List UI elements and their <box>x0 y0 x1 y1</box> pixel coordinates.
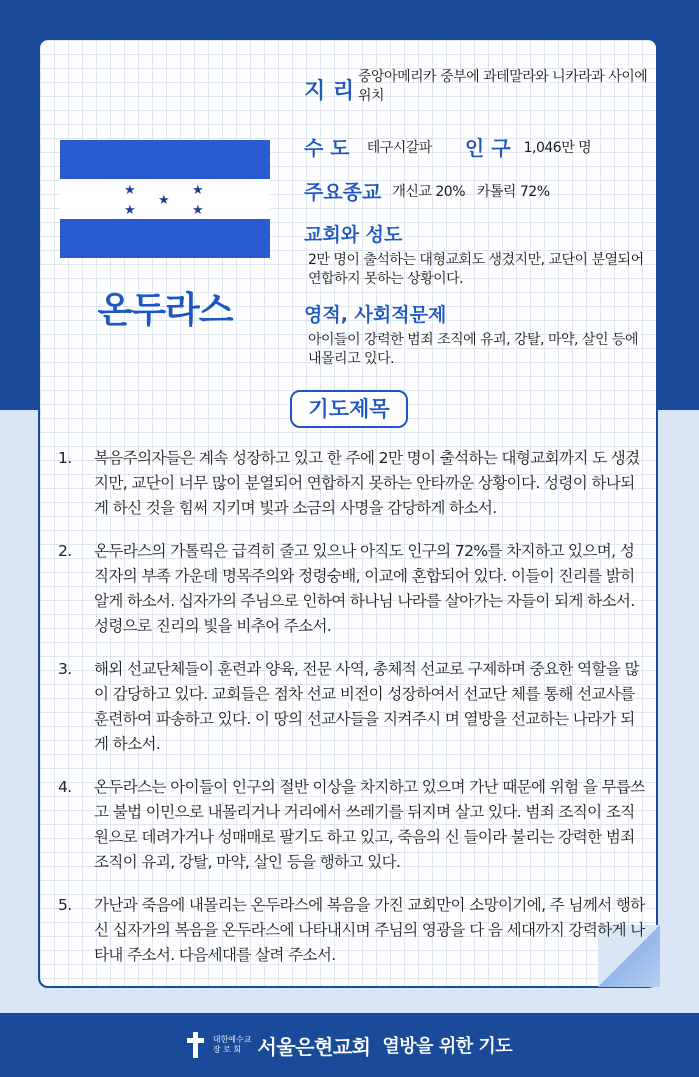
religion-value: 개신교 20% 카톨릭 72% <box>392 183 550 200</box>
flag-star-icon: ★ <box>158 193 170 208</box>
geography-text: 중앙아메리카 중부에 과테말라와 니카라과 사이에 위치 <box>358 69 648 104</box>
social-block <box>304 300 654 369</box>
church-name: 서울은현교회 <box>257 1034 371 1059</box>
denomination-label <box>213 1035 252 1055</box>
prayer-item <box>58 539 648 639</box>
cross-icon <box>187 1032 203 1058</box>
prayer-list <box>58 446 648 968</box>
flag-star-icon: ★ <box>124 203 136 218</box>
footer <box>0 1013 699 1077</box>
religion-label: 주요종교 <box>304 180 382 204</box>
prayer-item <box>58 446 648 521</box>
prayer-number: 5. <box>58 896 72 914</box>
capital-label: 수 도 <box>304 136 350 160</box>
honduras-flag <box>60 140 270 258</box>
flag-star-icon: ★ <box>192 183 204 198</box>
geography-label: 지 리 <box>304 79 355 104</box>
church-text: 2만 명이 출석하는 대형교회도 생겼지만, 교단이 분열되어 연합하지 못하는 상황이다. <box>308 252 644 287</box>
social-label: 영적, 사회적문제 <box>304 304 447 326</box>
population-value: 1,046만 명 <box>523 139 592 156</box>
prayer-text: 온두라스의 가톨릭은 급격히 줄고 있으나 아직도 인구의 72%를 차지하고 있으며, 성직자의 부족 가운데 명목주의와 정령숭배, 이교에 혼합되어 있다. 이들이 진리를 밝히 알게 하소서. 십자가의 주님으로 인하여 하나님 나라를 살아가는 자들이 되게 하소서. 성령으로 진리의 빛을 비추어 주소서. <box>94 542 635 635</box>
prayer-item <box>58 775 648 875</box>
prayer-text: 가난과 죽음에 내몰리는 온두라스에 복음을 가진 교회만이 소망이기에, 주 님께서 행하신 십자가의 복음을 온두라스에 나타내시며 주님의 영광을 다 음 세대까지 강력하게 나타내 주소서. 다음세대를 살려 주소서. <box>94 896 645 964</box>
flag-star-icon: ★ <box>192 203 204 218</box>
prayer-number: 4. <box>58 778 72 796</box>
footer-slogan: 열방을 위한 기도 <box>382 1036 513 1057</box>
church-label: 교회와 성도 <box>304 224 403 246</box>
prayer-item <box>58 657 648 757</box>
prayer-title: 기도제목 <box>290 390 408 428</box>
denomination-line2: 장 로 회 <box>212 1045 242 1054</box>
religion-row <box>304 176 550 205</box>
denomination-line1: 대한예수교 <box>212 1035 252 1044</box>
prayer-text: 온두라스는 아이들이 인구의 절반 이상을 차지하고 있으며 가난 때문에 위험 을 무릅쓰고 불법 이민으로 내몰리거나 거리에서 쓰레기를 뒤지며 살고 있다. 범죄 조직이 조직원으로 데려가거나 성매매로 팔기도 하고 있고, 죽음의 신 들이라 불리는 강력한 범죄 조직이 유괴, 강탈, 마약, 살인 등을 행하고 있다. <box>94 778 645 871</box>
prayer-number: 1. <box>58 449 72 467</box>
prayer-item <box>58 893 648 968</box>
flag-star-icon: ★ <box>124 183 136 198</box>
social-text: 아이들이 강력한 범죄 조직에 유괴, 강탈, 마약, 살인 등에 내몰리고 있다. <box>308 332 638 367</box>
country-name: 온두라스 <box>97 290 233 331</box>
prayer-number: 2. <box>58 542 72 560</box>
flag-bottom-stripe <box>60 219 270 258</box>
flag-top-stripe <box>60 140 270 179</box>
population-label: 인 구 <box>464 136 511 160</box>
prayer-number: 3. <box>58 660 72 678</box>
prayer-text: 복음주의자들은 계속 성장하고 있고 한 주에 2만 명이 출석하는 대형교회까지 도 생겼지만, 교단이 너무 많이 분열되어 연합하지 못하는 안타까운 상황이다. 성령이 하나되게 하신 것을 힘써 지키며 빛과 소금의 사명을 감당하게 하소서. <box>94 449 640 517</box>
capital-value: 테구시갈파 <box>366 139 432 156</box>
church-block <box>304 220 654 289</box>
capital-population-row <box>304 132 591 161</box>
prayer-text: 해외 선교단체들이 훈련과 양육, 전문 사역, 총체적 선교로 구제하며 중요한 역할을 많이 감당하고 있다. 교회들은 점차 선교 비전이 성장하여서 선교단 체를 통해 선교사를 훈련하여 파송하고 있다. 이 땅의 선교사들을 지켜주시 며 열방을 선교하는 나라가 되게 하소서. <box>94 660 639 753</box>
